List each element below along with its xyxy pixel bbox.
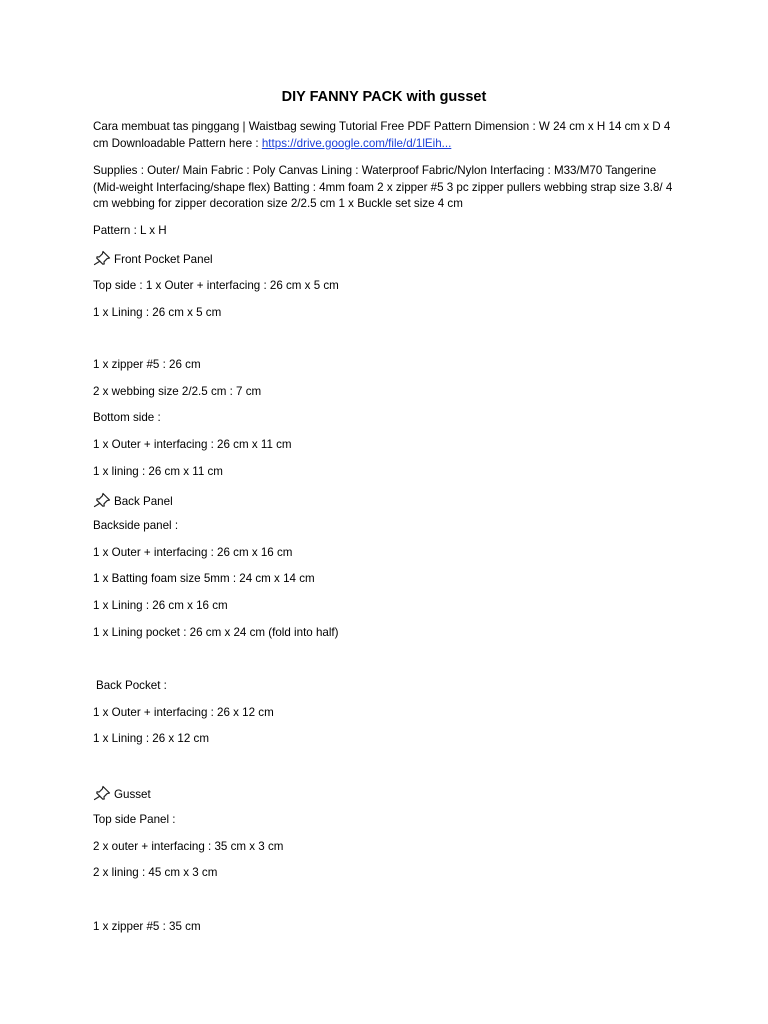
front-zipper: 1 x zipper #5 : 26 cm: [93, 358, 201, 371]
back-lining: 1 x Lining : 26 cm x 16 cm: [93, 599, 228, 612]
gusset-top-side: Top side Panel :: [93, 813, 176, 826]
front-lining: 1 x Lining : 26 cm x 5 cm: [93, 306, 222, 319]
front-bottom-outer: 1 x Outer + interfacing : 26 cm x 11 cm: [93, 438, 292, 451]
pattern-download-link[interactable]: https://drive.google.com/file/d/1lEih...: [261, 136, 452, 150]
back-panel-heading-text: Back Panel: [114, 495, 173, 508]
pushpin-icon: [93, 785, 111, 801]
pushpin-icon: [93, 492, 111, 508]
gusset-heading-text: Gusset: [114, 788, 151, 801]
back-pocket-outer: 1 x Outer + interfacing : 26 x 12 cm: [93, 706, 274, 719]
front-pocket-heading: [93, 250, 213, 268]
front-bottom-side: Bottom side :: [93, 411, 161, 424]
gusset-zipper: 1 x zipper #5 : 35 cm: [93, 920, 201, 933]
front-top-side: Top side : 1 x Outer + interfacing : 26 cm x 5 cm: [93, 279, 339, 292]
backside-panel-label: Backside panel :: [93, 519, 179, 532]
intro-text: Cara membuat tas pinggang | Waistbag sewing Tutorial Free PDF Pattern Dimension : W 24 cm x H 14 cm x D 4 cm Downloadable Pattern here :: [93, 120, 671, 150]
supplies-paragraph: Supplies : Outer/ Main Fabric : Poly Canvas Lining : Waterproof Fabric/Nylon Interfacing : M33/M70 Tangerine (Mid-weight Interfacing/shape flex) Batting : 4mm foam 2 x zipper #5 3 pc zipper pullers webbing strap size 3.8/ 4 cm webbing for zipper decoration size 2/2.5 cm 1 x Buckle set size 4 cm: [93, 164, 673, 210]
gusset-heading: [93, 785, 151, 803]
back-lining-pocket: 1 x Lining pocket : 26 cm x 24 cm (fold into half): [93, 626, 339, 639]
front-webbing: 2 x webbing size 2/2.5 cm : 7 cm: [93, 385, 262, 398]
page-title: DIY FANNY PACK with gusset: [281, 89, 487, 105]
back-outer: 1 x Outer + interfacing : 26 cm x 16 cm: [93, 546, 293, 559]
back-batting: 1 x Batting foam size 5mm : 24 cm x 14 cm: [93, 572, 315, 585]
back-panel-heading: [93, 492, 173, 510]
front-bottom-lining: 1 x lining : 26 cm x 11 cm: [93, 465, 223, 478]
front-pocket-heading-text: Front Pocket Panel: [114, 253, 213, 266]
back-pocket-lining: 1 x Lining : 26 x 12 cm: [93, 732, 209, 745]
back-pocket-label: Back Pocket :: [96, 679, 167, 692]
gusset-lining: 2 x lining : 45 cm x 3 cm: [93, 866, 218, 879]
pushpin-icon: [93, 250, 111, 266]
intro-paragraph: [93, 119, 683, 152]
pattern-label: Pattern : L x H: [93, 224, 167, 237]
gusset-outer: 2 x outer + interfacing : 35 cm x 3 cm: [93, 840, 284, 853]
